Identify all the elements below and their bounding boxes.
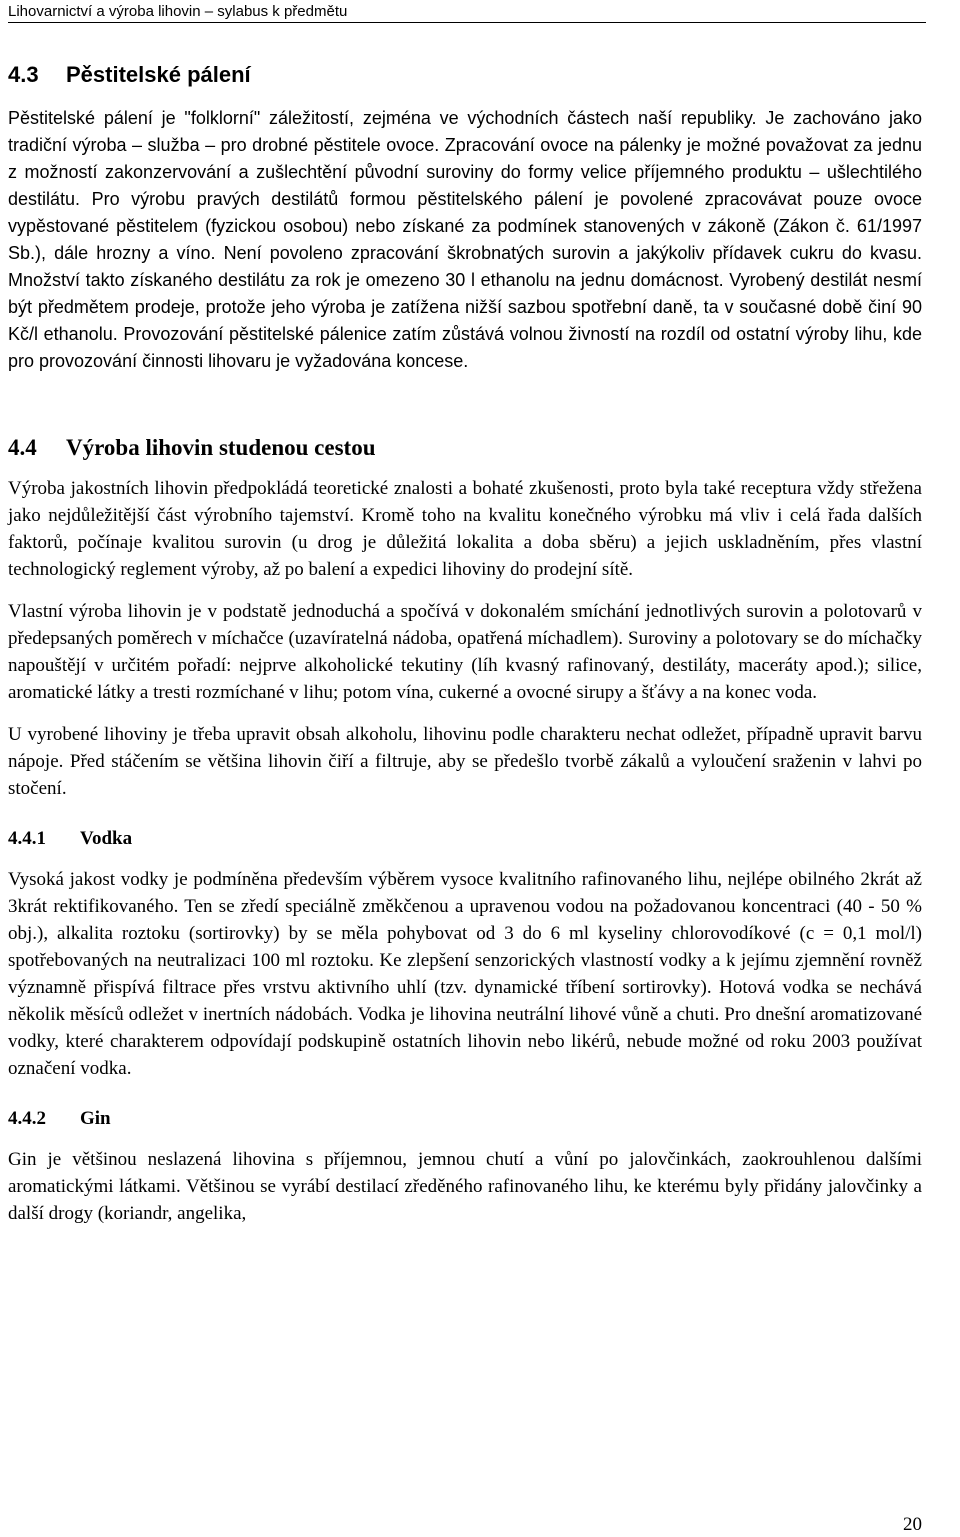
- section-heading-4-3: [8, 60, 922, 90]
- section-title: Gin: [80, 1108, 111, 1129]
- paragraph-gin: Gin je většinou neslazená lihovina s příjemnou, jemnou chutí a vůní po jalovčinkách, zaokrouhlenou dalšími aromatickými látkami. Většinou se vyrábí destilací zředěného rafinovaného lihu, ke kterému byly přidány jalovčinky a další drogy (koriandr, angelika,: [8, 1149, 922, 1224]
- paragraph-vyroba-2: Vlastní výroba lihovin je v podstatě jednoduchá a spočívá v dokonalém smíchání jednotlivých surovin a polotovarů v předepsaných poměrech v míchačce (uzavíratelná nádoba, opatřená míchadlem). Suroviny a polotovary se do míchačky napouštějí v určitém pořadí: nejprve alkoholické tekutiny (líh kvasný rafinovaný, destiláty, maceráty apod.); silice, aromatické látky a tresti rozmíchané v lihu; potom vína, cukerné a ovocné sirupy a šťávy a na konec voda.: [8, 601, 922, 703]
- section-heading-4-4-2: [8, 1106, 922, 1132]
- paragraph-vodka: Vysoká jakost vodky je podmíněna především výběrem vysoce kvalitního rafinovaného lihu, nejlépe obilného 2krát až 3krát rektifikovaného. Ten se zředí speciálně změkčenou a upravenou vodou na požadovanou koncentraci (40 - 50 % obj.), alkalita roztoku (sortirovky) by se měla pohybovat od 3 do 6 ml kyseliny chlorovodíkové (c = 0,1 mol/l) spotřebovaných na neutralizaci 100 ml roztoku. Ke zlepšení senzorických vlastností vodky a k jejímu zjemnění rovněž významně přispívá filtrace přes vrstvu aktivního uhlí (tzv. dynamické tříbení sortirovky). Hotová vodka se nechává několik měsíců odležet v inertních nádobách. Vodka je lihovina neutrální lihové vůně a chuti. Pro dnešní aromatizované vodky, které charakterem odpovídají podskupině ostatních lihovin nebo likérů, nebude možné od roku 2003 používat označení vodka.: [8, 869, 922, 1079]
- running-header: Lihovarnictví a výroba lihovin – sylabus k předmětu: [8, 2, 926, 23]
- section-title: Výroba lihovin studenou cestou: [66, 435, 376, 460]
- section-heading-4-4-1: [8, 826, 922, 852]
- paragraph-pestitelske-paleni: Pěstitelské pálení je "folklorní" záležitostí, zejména ve východních částech naší republiky. Je zachováno jako tradiční výroba – služba – pro drobné pěstitele ovoce. Zpracování ovoce na pálenky je možné považovat za jednu z možností zakonzervování a zušlechtění původní suroviny do formy velice příjemného produktu – ušlechtilého destilátu. Pro výrobu pravých destilátů formou pěstitelského pálení je povolené zpracovávat pouze ovoce vypěstované pěstitelem (fyzickou osobou) nebo získané za podmínek stanovených v zákoně (Zákon č. 61/1997 Sb.), dále hrozny a víno. Není povoleno zpracování škrobnatých surovin a jakýkoliv přídavek cukru do kvasu. Množství takto získaného destilátu za rok je omezeno 30 l ethanolu na jednu domácnost. Vyrobený destilát nesmí být předmětem prodeje, protože jeho výroba je zatížena nižší sazbou spotřební daně, ta v současné době činí 90 Kč/l ethanolu. Provozování pěstitelské pálenice zatím zůstává volnou živností na rozdíl od ostatní výroby lihu, kde pro provozování činnosti lihovaru je vyžadována koncese.: [8, 108, 922, 371]
- section-number: 4.4: [8, 435, 37, 460]
- section-title: Vodka: [80, 828, 133, 849]
- section-heading-4-4: [8, 433, 922, 463]
- paragraph-vyroba-1: Výroba jakostních lihovin předpokládá teoretické znalosti a bohaté zkušenosti, proto byla také receptura vždy střežena jako nejdůležitější část výrobního tajemství. Kromě toho na kvalitu konečného výrobku má vliv i celá řada dalších faktorů, počínaje kvalitou surovin (u drog je důležitá lokalita a doba sběru) a jejich uskladněním, přes vlastní technologický reglement výroby, až po balení a expedici lihoviny do prodejní sítě.: [8, 478, 922, 580]
- section-number: 4.3: [8, 62, 39, 87]
- section-number: 4.4.2: [8, 1108, 46, 1129]
- page-number: 20: [903, 1514, 922, 1535]
- paragraph-vyroba-3: U vyrobené lihoviny je třeba upravit obsah alkoholu, lihovinu podle charakteru nechat odležet, případně upravit barvu nápoje. Před stáčením se většina lihovin čiří a filtruje, aby se předešlo tvorbě zákalů a vyloučení sraženin v lahvi po stočení.: [8, 724, 922, 799]
- section-number: 4.4.1: [8, 828, 46, 849]
- section-title: Pěstitelské pálení: [66, 62, 251, 87]
- page-content: [8, 60, 922, 1227]
